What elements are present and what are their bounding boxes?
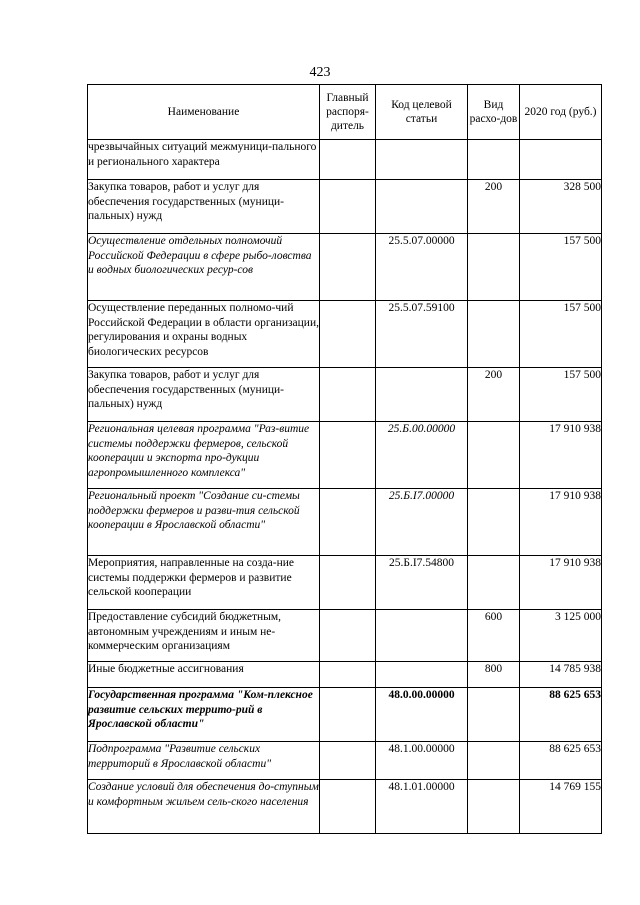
row-name: Государственная программа "Ком-плексное развитие сельских террито-рий в Ярославской области" [88, 688, 320, 742]
table-row [88, 422, 602, 489]
table-row [88, 610, 602, 662]
row-recipient [320, 140, 376, 180]
page-number: 423 [309, 65, 331, 80]
table-row [88, 742, 602, 780]
table-row [88, 301, 602, 368]
table-row [88, 489, 602, 556]
row-recipient [320, 368, 376, 422]
row-name: Подпрограмма "Развитие сельских территорий в Ярославской области" [88, 742, 320, 780]
row-kind [468, 489, 520, 556]
row-code: 25.5.07.00000 [376, 234, 468, 301]
row-kind [468, 301, 520, 368]
row-recipient [320, 422, 376, 489]
row-name: Создание условий для обеспечения до-ступным и комфортным жильем сель-ского населения [88, 780, 320, 834]
row-amount: 88 625 653 [520, 688, 602, 742]
row-code: 48.1.01.00000 [376, 780, 468, 834]
row-kind [468, 422, 520, 489]
row-recipient [320, 662, 376, 688]
row-name: Осуществление отдельных полномочий Российской Федерации в сфере рыбо-ловства и водных биологических ресур-сов [88, 234, 320, 301]
table-header-row [88, 85, 602, 140]
row-recipient [320, 688, 376, 742]
row-amount: 88 625 653 [520, 742, 602, 780]
row-name: Закупка товаров, работ и услуг для обеспечения государственных (муници-пальных) нужд [88, 368, 320, 422]
row-code: 25.Б.I7.54800 [376, 556, 468, 610]
row-recipient [320, 234, 376, 301]
row-amount: 328 500 [520, 180, 602, 234]
row-recipient [320, 556, 376, 610]
row-recipient [320, 610, 376, 662]
row-code: 48.1.00.00000 [376, 742, 468, 780]
row-code: 25.5.07.59100 [376, 301, 468, 368]
row-kind: 800 [468, 662, 520, 688]
row-name: Региональный проект "Создание си-стемы поддержки фермеров и разви-тия сельской кооперации в Ярославской области" [88, 489, 320, 556]
table-row [88, 234, 602, 301]
row-code: 25.Б.I7.00000 [376, 489, 468, 556]
header-name: Наименование [88, 85, 320, 140]
row-name: Региональная целевая программа "Раз-витие системы поддержки фермеров, сельской кооперации и экспорта про-дукции агропромышленного комплекса" [88, 422, 320, 489]
row-name: Иные бюджетные ассигнования [88, 662, 320, 688]
row-name: Мероприятия, направленные на созда-ние системы поддержки фермеров и развитие сельской кооперации [88, 556, 320, 610]
table-row [88, 556, 602, 610]
header-code: Код целевой статьи [376, 85, 468, 140]
row-amount: 157 500 [520, 301, 602, 368]
row-amount: 157 500 [520, 234, 602, 301]
row-amount: 17 910 938 [520, 422, 602, 489]
row-code [376, 140, 468, 180]
header-kind: Вид расхо-дов [468, 85, 520, 140]
row-code: 48.0.00.00000 [376, 688, 468, 742]
row-kind [468, 688, 520, 742]
header-recipient: Главный распоря-дитель [320, 85, 376, 140]
row-recipient [320, 489, 376, 556]
row-code [376, 180, 468, 234]
table-row [88, 368, 602, 422]
row-amount: 157 500 [520, 368, 602, 422]
table-row [88, 140, 602, 180]
row-code [376, 662, 468, 688]
row-amount: 14 785 938 [520, 662, 602, 688]
row-recipient [320, 780, 376, 834]
row-name: чрезвычайных ситуаций межмуници-пального и регионального характера [88, 140, 320, 180]
row-kind: 200 [468, 180, 520, 234]
row-kind [468, 556, 520, 610]
row-kind [468, 742, 520, 780]
row-amount: 14 769 155 [520, 780, 602, 834]
row-amount: 17 910 938 [520, 556, 602, 610]
row-name: Осуществление переданных полномо-чий Российской Федерации в области организации, регулирования и охраны водных биологических ресурсов [88, 301, 320, 368]
table-row [88, 688, 602, 742]
row-name: Закупка товаров, работ и услуг для обеспечения государственных (муници-пальных) нужд [88, 180, 320, 234]
budget-table [87, 84, 602, 834]
row-kind: 600 [468, 610, 520, 662]
row-amount [520, 140, 602, 180]
row-recipient [320, 742, 376, 780]
row-amount: 17 910 938 [520, 489, 602, 556]
row-kind [468, 234, 520, 301]
row-kind [468, 780, 520, 834]
table-row [88, 780, 602, 834]
table-row [88, 180, 602, 234]
row-kind [468, 140, 520, 180]
row-code: 25.Б.00.00000 [376, 422, 468, 489]
row-name: Предоставление субсидий бюджетным, автономным учреждениям и иным не-коммерческим организациям [88, 610, 320, 662]
row-recipient [320, 180, 376, 234]
row-amount: 3 125 000 [520, 610, 602, 662]
row-recipient [320, 301, 376, 368]
header-amount: 2020 год (руб.) [520, 85, 602, 140]
table-row [88, 662, 602, 688]
row-code [376, 368, 468, 422]
row-code [376, 610, 468, 662]
row-kind: 200 [468, 368, 520, 422]
